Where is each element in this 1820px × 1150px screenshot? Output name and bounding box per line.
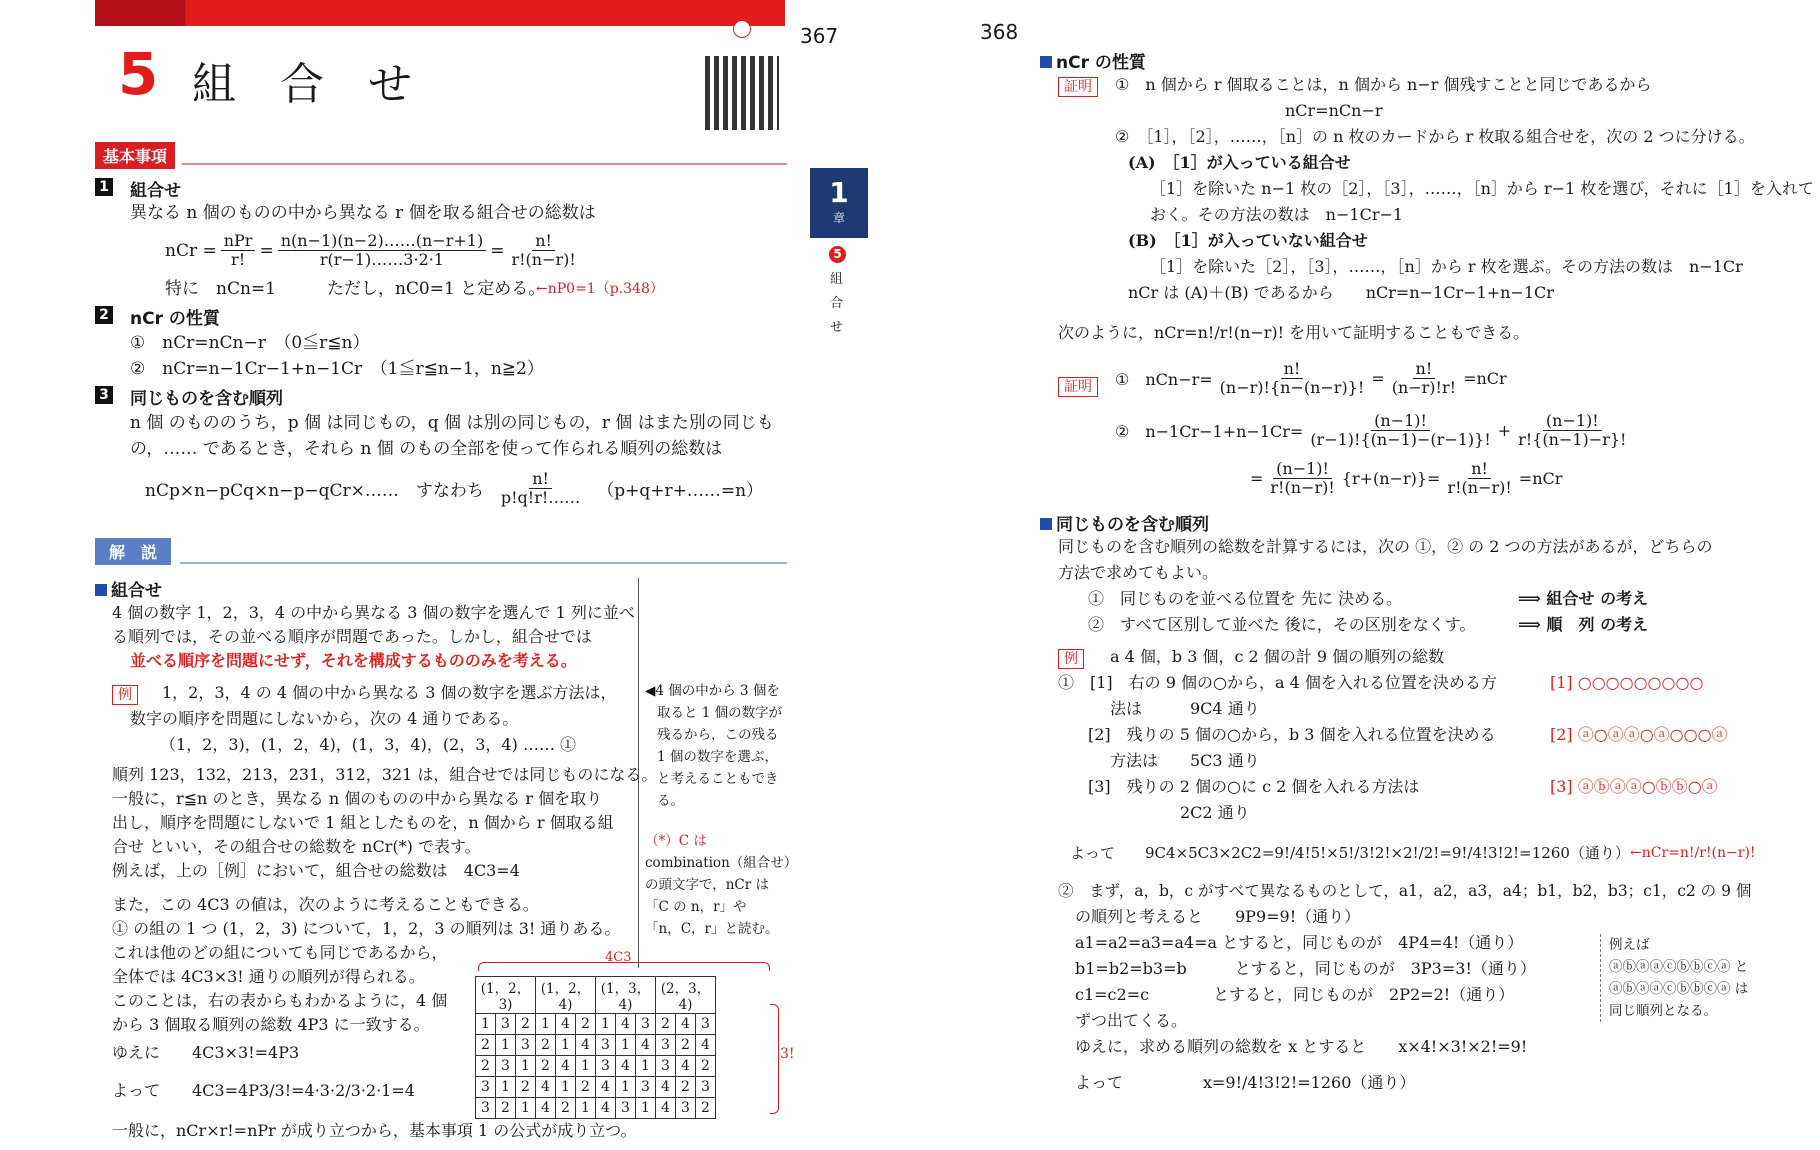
sec-same-head bbox=[1040, 510, 1209, 535]
mn2-l3: の頭文字で，nCr は bbox=[645, 877, 769, 893]
table-cell: 4 bbox=[616, 1014, 636, 1035]
proof-tag-1 bbox=[1058, 76, 1098, 97]
step-5: [3] 残りの 2 個の○に c 2 個を入れる方法は bbox=[1088, 777, 1420, 796]
table-cell: 1 bbox=[516, 1098, 536, 1119]
ncr-frac-1-num: nPr bbox=[221, 232, 256, 251]
chapter-title: 組 合 せ bbox=[192, 59, 412, 110]
table-cell: 3 bbox=[516, 1035, 536, 1056]
ex-line-3: （1，2，3)，(1，2，4)，(1，3，4)，(2，3，4) …… ① bbox=[160, 735, 577, 754]
sec3-frac-num: n! bbox=[529, 470, 552, 489]
sec3-line-2: の，…… であるとき，それら n 個 のもの全部を使って作られる順列の総数は bbox=[130, 439, 723, 459]
right-page bbox=[910, 0, 1820, 1150]
alt2-line-4: b1=b2=b3=b とすると，同じものが 3P3=3!（通り） bbox=[1075, 959, 1536, 978]
expl-line-1: 4 個の数字 1，2，3，4 の中から異なる 3 個の数字を選んで 1 列に並べ bbox=[112, 603, 635, 622]
table-top-brace bbox=[478, 962, 770, 971]
table-cell: 1 bbox=[516, 1056, 536, 1077]
table-row bbox=[476, 1035, 716, 1056]
step-4: 方法は 5C3 通り bbox=[1110, 751, 1260, 770]
table-cell: 1 bbox=[576, 1098, 596, 1119]
ncr-frac-3 bbox=[508, 232, 578, 269]
pl2-f2-den: r!{(n−1)−r}! bbox=[1518, 430, 1627, 449]
diagram-3: [3] ⓐⓑⓐⓐ○ⓑⓑ○ⓐ bbox=[1550, 777, 1718, 796]
table-cell: 3 bbox=[636, 1014, 656, 1035]
p2-line-2: (A) ［1］が入っている組合せ bbox=[1128, 153, 1351, 172]
proof2-line-3 bbox=[1250, 460, 1562, 497]
qr-code[interactable] bbox=[705, 56, 779, 130]
table-cell: 3 bbox=[696, 1014, 716, 1035]
method-1: ① 同じものを並べる位置を 先に 決める。 bbox=[1088, 589, 1403, 608]
ncr-frac-2-den: r(r−1)……3·2·1 bbox=[319, 250, 444, 269]
p2-line-5: (B) ［1］が入っていない組合せ bbox=[1128, 231, 1368, 250]
pl1-end: =nCr bbox=[1463, 369, 1507, 388]
sec3-frac bbox=[498, 470, 583, 507]
table-side-label: 3! bbox=[780, 1046, 795, 1062]
table-cell: 1 bbox=[556, 1035, 576, 1056]
body2-line-1: また，この 4C3 の値は，次のように考えることもできる。 bbox=[112, 895, 539, 914]
pl2-f2-num: (n−1)! bbox=[1543, 412, 1602, 431]
square-bullet-icon bbox=[95, 584, 107, 596]
table-cell: 4 bbox=[596, 1077, 616, 1098]
pl3-end: =nCr bbox=[1518, 469, 1563, 488]
table-cell: 3 bbox=[476, 1098, 496, 1119]
sec1-title: 組合せ bbox=[130, 181, 181, 201]
body-line-2: 一般に，r≦n のとき，異なる n 個のものの中から異なる r 個を取り bbox=[112, 789, 603, 808]
expl-tag: 解 説 bbox=[95, 538, 171, 565]
chapter-tab[interactable] bbox=[810, 168, 868, 238]
note-box bbox=[1600, 934, 1748, 1022]
table-cell: 3 bbox=[496, 1014, 516, 1035]
p1-line-1: ① n 個から r 個取ることは，n 個から n−r 個残すことと同じであるから bbox=[1115, 75, 1652, 94]
table-cell: 4 bbox=[696, 1035, 716, 1056]
p2-line-4: おく。その方法の数は n−1Cr−1 bbox=[1150, 205, 1404, 224]
expl-red-line: 並べる順序を問題にせず，それを構成するもののみを考える。 bbox=[130, 651, 577, 670]
table-cell: 4 bbox=[676, 1056, 696, 1077]
same-line-2: 方法で求めてもよい。 bbox=[1058, 563, 1219, 582]
body-line-4: 合せ といい，その組合せの総数を nCr(*) で表す。 bbox=[112, 837, 481, 856]
step-3: [2] 残りの 5 個の○から，b 3 個を入れる位置を決める bbox=[1088, 725, 1496, 744]
table-header-cell: (1，2，3) bbox=[476, 977, 536, 1014]
table-cell: 2 bbox=[476, 1056, 496, 1077]
result-1: よって 9C4×5C3×2C2=9!/4!5!×5!/3!2!×2!/2!=9!/4!3!2!=1260（通り） bbox=[1070, 844, 1630, 862]
table-cell: 3 bbox=[636, 1077, 656, 1098]
table-cell: 4 bbox=[596, 1098, 616, 1119]
sec3-formula-left: nCp×n−pCq×n−p−qCr×…… すなわち bbox=[145, 481, 484, 501]
pl2-plus: + bbox=[1497, 421, 1512, 440]
chapter-number: 5 bbox=[118, 40, 159, 108]
sec-ncr-text: nCr の性質 bbox=[1056, 53, 1146, 73]
pl3-a: = bbox=[1250, 469, 1264, 488]
section-rule bbox=[182, 163, 787, 165]
pl1-eq: = bbox=[1371, 369, 1385, 388]
ncr-frac-2-num: n(n−1)(n−2)……(n−r+1) bbox=[278, 232, 486, 251]
table-header-cell: (2，3，4) bbox=[656, 977, 716, 1014]
table-cell: 2 bbox=[696, 1098, 716, 1119]
p2-line-1: ② ［1］，［2］，……，［n］の n 枚のカードから r 枚取る組合せを，次の 2 つに分ける。 bbox=[1115, 127, 1755, 146]
pl1-f2-num: n! bbox=[1413, 360, 1436, 379]
table-cell: 1 bbox=[496, 1035, 516, 1056]
ncr-lhs: nCr = bbox=[165, 240, 217, 261]
table-cell: 2 bbox=[516, 1077, 536, 1098]
mn2-l2: combination（組合せ） bbox=[645, 855, 798, 871]
table-cell: 4 bbox=[536, 1077, 556, 1098]
sec2-item-2: ② nCr=n−1Cr−1+n−1Cr （1≦r≦n−1，n≧2） bbox=[130, 359, 544, 379]
permutation-table bbox=[475, 976, 716, 1119]
sec-same-text: 同じものを含む順列 bbox=[1056, 515, 1209, 535]
mn1-l4: 1 個の数字を選ぶ， bbox=[657, 749, 779, 765]
mn1-l5: と考えることもでき bbox=[657, 771, 779, 787]
table-cell: 4 bbox=[636, 1035, 656, 1056]
proof-tag-2 bbox=[1058, 376, 1098, 397]
ex-tag-right-box: 例 bbox=[1058, 649, 1084, 669]
table-cell: 1 bbox=[476, 1014, 496, 1035]
pl2-f1-den: (r−1)!{(n−1)−(r−1)}! bbox=[1310, 430, 1491, 449]
sec3-title: 同じものを含む順列 bbox=[130, 389, 283, 409]
sec2-item-1: ① nCr=nCn−r （0≦r≦n） bbox=[130, 333, 370, 353]
table-cell: 1 bbox=[616, 1035, 636, 1056]
method-1-arrow: ⟹ 組合せ の考え bbox=[1518, 589, 1649, 608]
table-cell: 4 bbox=[556, 1014, 576, 1035]
table-cell: 1 bbox=[636, 1056, 656, 1077]
table-cell: 1 bbox=[556, 1077, 576, 1098]
mn2-l1: （*）C は bbox=[645, 833, 707, 849]
margin-note-2 bbox=[645, 830, 797, 940]
p2-line-7: nCr は (A)＋(B) であるから nCr=n−1Cr−1+n−1Cr bbox=[1128, 283, 1554, 302]
ncr-eq-1: = bbox=[259, 240, 274, 261]
table-cell: 2 bbox=[656, 1014, 676, 1035]
table-cell: 4 bbox=[536, 1098, 556, 1119]
margin-note-1 bbox=[645, 680, 782, 812]
pl2-f1-num: (n−1)! bbox=[1371, 412, 1430, 431]
pl3-f1-den: r!(n−r)! bbox=[1270, 478, 1335, 497]
body-line-5: 例えば，上の［例］において，組合せの総数は 4C3=4 bbox=[112, 861, 520, 880]
note-l4: 同じ順列となる。 bbox=[1609, 1003, 1717, 1019]
table-header-cell: (1，3，4) bbox=[596, 977, 656, 1014]
expl-head-text: 組合せ bbox=[111, 581, 162, 601]
alt2-line-1: ② まず，a，b，c がすべて異なるものとして，a1，a2，a3，a4；b1，b2，b3；c1，c2 の 9 個 bbox=[1058, 882, 1752, 900]
sec-ncr-head bbox=[1040, 48, 1146, 73]
table-cell: 2 bbox=[536, 1035, 556, 1056]
diagram-2: [2] ⓐ○ⓐⓐ○ⓐ○○○ⓐ bbox=[1550, 725, 1728, 744]
ncr-frac-1 bbox=[221, 232, 256, 269]
pl3-frac-1 bbox=[1267, 460, 1337, 497]
expl-head bbox=[95, 576, 162, 601]
table-cell: 2 bbox=[556, 1098, 576, 1119]
alt2-line-8: よって x=9!/4!3!2!=1260（通り） bbox=[1075, 1073, 1416, 1092]
mn1-l3: 残るから，この残る bbox=[657, 727, 779, 743]
method-2-arrow: ⟹ 順 列 の考え bbox=[1518, 615, 1649, 634]
table-cell: 1 bbox=[576, 1056, 596, 1077]
ncr-frac-2 bbox=[278, 232, 486, 269]
step-2: 法は 9C4 通り bbox=[1110, 699, 1260, 718]
table-cell: 3 bbox=[656, 1056, 676, 1077]
table-header-row bbox=[476, 977, 716, 1014]
table-cell: 3 bbox=[676, 1098, 696, 1119]
alt2-line-3: a1=a2=a3=a4=a とすると，同じものが 4P4=4!（通り） bbox=[1075, 933, 1524, 952]
chapter-tab-sub-3: せ bbox=[830, 320, 844, 335]
table-cell: 4 bbox=[676, 1014, 696, 1035]
p2-line-3: ［1］を除いた n−1 枚の［2］，［3］，……，［n］から r−1 枚を選び，それに［1］を入れて bbox=[1150, 179, 1814, 198]
sec3-formula-right: （p+q+r+……=n） bbox=[597, 481, 764, 501]
mn1-l2: 取ると 1 個の数字が bbox=[657, 705, 783, 721]
table-cell: 2 bbox=[696, 1056, 716, 1077]
pl1-f1-num: n! bbox=[1281, 360, 1304, 379]
ex-tag-right bbox=[1058, 648, 1084, 669]
table-cell: 3 bbox=[496, 1056, 516, 1077]
table-top-label: 4C3 bbox=[605, 950, 632, 965]
alt2-line-7: ゆえに，求める順列の総数を x とすると x×4!×3!×2!=9! bbox=[1075, 1037, 1528, 1056]
table-cell: 3 bbox=[696, 1077, 716, 1098]
pl3-f2-den: r!(n−r)! bbox=[1447, 478, 1512, 497]
sec3-formula bbox=[145, 470, 763, 507]
chapter-tab-subnumber: 5 bbox=[829, 246, 846, 263]
pl1-f1-den: (n−r)!{n−(n−r)}! bbox=[1219, 378, 1365, 397]
table-side-brace bbox=[770, 1004, 779, 1114]
chapter-tab-sub-2: 合 bbox=[830, 296, 844, 311]
table-cell: 2 bbox=[516, 1014, 536, 1035]
pl1-f2-den: (n−r)!r! bbox=[1391, 378, 1457, 397]
sec3-frac-den: p!q!r!…… bbox=[500, 488, 581, 507]
ncr-eq-2: = bbox=[490, 240, 505, 261]
result-1-ref: ←nCr=n!/r!(n−r)! bbox=[1630, 845, 1756, 861]
ex-line-1: 1，2，3，4 の 4 個の中から異なる 3 個の数字を選ぶ方法は， bbox=[162, 683, 617, 702]
ex-tag bbox=[112, 684, 138, 705]
proof2-line-2 bbox=[1115, 412, 1629, 449]
ncr-formula bbox=[165, 232, 579, 269]
mn2-l5: 「n，C，r」と読む。 bbox=[645, 921, 779, 937]
body2-line-3: これは他のどの組についても同じであるから， bbox=[112, 943, 448, 962]
table-cell: 4 bbox=[616, 1056, 636, 1077]
body2-line-5: このことは，右の表からもわかるように，4 個 bbox=[112, 991, 448, 1010]
ncr-frac-3-num: n! bbox=[532, 232, 555, 251]
square-bullet-icon bbox=[1040, 56, 1052, 68]
note-l3: ⓐⓑⓐⓐⓒⓑⓑⓒⓐ は bbox=[1609, 981, 1749, 997]
table-cell: 2 bbox=[576, 1014, 596, 1035]
chapter-tab-sub-1: 組 bbox=[830, 272, 844, 287]
table-cell: 3 bbox=[596, 1056, 616, 1077]
step-6: 2C2 通り bbox=[1180, 803, 1250, 822]
table-cell: 3 bbox=[476, 1077, 496, 1098]
table-cell: 4 bbox=[656, 1098, 676, 1119]
proof2-line-1 bbox=[1115, 360, 1507, 397]
table-cell: 2 bbox=[476, 1035, 496, 1056]
body2-line-4: 全体では 4C3×3! 通りの順列が得られる。 bbox=[112, 967, 425, 986]
alt2-line-2: の順列と考えると 9P9=9!（通り） bbox=[1075, 907, 1361, 926]
chapter-tab-number: 1 bbox=[829, 176, 849, 209]
pl1-frac-2 bbox=[1389, 360, 1459, 397]
table-cell: 4 bbox=[556, 1056, 576, 1077]
table-cell: 3 bbox=[596, 1035, 616, 1056]
ncr-frac-3-den: r!(n−r)! bbox=[511, 250, 576, 269]
expl-line-2: る順列では，その並べる順序が問題であった。しかし，組合せでは bbox=[112, 627, 592, 646]
table-row bbox=[476, 1056, 716, 1077]
pl3-mid: {r+(n−r)}= bbox=[1341, 469, 1441, 488]
sec3-number: 3 bbox=[95, 386, 113, 404]
pl3-frac-2 bbox=[1444, 460, 1514, 497]
sec1-number: 1 bbox=[95, 178, 113, 196]
table-cell: 4 bbox=[576, 1035, 596, 1056]
note-l1: 例えば bbox=[1609, 937, 1650, 953]
body2-line-6: から 3 個取る順列の総数 4P3 に一致する。 bbox=[112, 1015, 430, 1034]
chapter-tab-label: 章 bbox=[832, 211, 845, 225]
sec1-text: 異なる n 個のものの中から異なる r 個を取る組合せの総数は bbox=[130, 203, 596, 223]
header-marker-icon bbox=[733, 20, 751, 38]
alt-line: 次のように，nCr=n!/r!(n−r)! を用いて証明することもできる。 bbox=[1058, 323, 1530, 342]
sec1-special-ref: ←nP0=1（p.348） bbox=[536, 281, 664, 297]
ex-line-2: 数字の順序を問題にしないから，次の 4 通りである。 bbox=[130, 709, 519, 728]
table-cell: 4 bbox=[656, 1077, 676, 1098]
ex-title: a 4 個，b 3 個，c 2 個の計 9 個の順列の総数 bbox=[1110, 647, 1445, 666]
table-row bbox=[476, 1098, 716, 1119]
proof-tag-1-box: 証明 bbox=[1058, 77, 1098, 97]
basic-items-tag: 基本事項 bbox=[95, 142, 175, 169]
step-1: ① [1] 右の 9 個の○から，a 4 個を入れる位置を決める方 bbox=[1058, 673, 1497, 692]
table-cell: 1 bbox=[616, 1077, 636, 1098]
chapter-header-bar bbox=[95, 0, 785, 26]
mn2-l4: 「C の n，r」や bbox=[645, 899, 747, 915]
alt2-line-6: ずつ出てくる。 bbox=[1075, 1011, 1188, 1030]
pl3-f1-num: (n−1)! bbox=[1273, 460, 1332, 479]
table-cell: 2 bbox=[676, 1035, 696, 1056]
sec3-line-1: n 個 のもののうち，p 個 は同じもの，q 個 は別の同じもの，r 個 はまた別の同じも bbox=[130, 413, 774, 433]
table-row bbox=[476, 1077, 716, 1098]
square-bullet-icon bbox=[1040, 518, 1052, 530]
page-number: 367 bbox=[800, 24, 839, 48]
alt2-line-5: c1=c2=c とすると，同じものが 2P2=2!（通り） bbox=[1075, 985, 1515, 1004]
table-cell: 3 bbox=[616, 1098, 636, 1119]
body2-line-7: ゆえに 4C3×3!=4P3 bbox=[112, 1043, 300, 1062]
sec2-title: nCr の性質 bbox=[130, 309, 220, 329]
mn1-l1: ◀4 個の中から 3 個を bbox=[645, 683, 780, 699]
body2-line-8: よって 4C3=4P3/3!=4·3·2/3·2·1=4 bbox=[112, 1081, 415, 1100]
table-cell: 2 bbox=[496, 1098, 516, 1119]
sec1-special: 特に nCn=1 ただし，nC0=1 と定める。 bbox=[165, 279, 546, 299]
pl1-frac-1 bbox=[1217, 360, 1368, 397]
table-cell: 2 bbox=[676, 1077, 696, 1098]
page-number: 368 bbox=[980, 20, 1019, 44]
p2-line-6: ［1］を除いた［2］，［3］，……，［n］から r 枚を選ぶ。その方法の数は n−1Cr bbox=[1150, 257, 1743, 276]
note-l2: ⓐⓑⓐⓐⓒⓑⓑⓒⓐ と bbox=[1609, 959, 1749, 975]
table-cell: 3 bbox=[656, 1035, 676, 1056]
pl3-f2-num: n! bbox=[1468, 460, 1491, 479]
proof-tag-2-box: 証明 bbox=[1058, 377, 1098, 397]
p1-line-2: nCr=nCn−r bbox=[1285, 101, 1383, 120]
table-cell: 1 bbox=[596, 1014, 616, 1035]
ex-tag-box: 例 bbox=[112, 685, 138, 705]
pl2-frac-2 bbox=[1515, 412, 1629, 449]
ncr-frac-1-den: r! bbox=[231, 250, 246, 269]
body2-line-2: ① の組の 1 つ (1，2，3) について，1，2，3 の順列は 3! 通りある。 bbox=[112, 919, 621, 938]
table-cell: 2 bbox=[536, 1056, 556, 1077]
table-cell: 2 bbox=[576, 1077, 596, 1098]
table-cell: 1 bbox=[536, 1014, 556, 1035]
pl1-a: ① nCn−r= bbox=[1115, 370, 1213, 389]
expl-rule bbox=[180, 562, 787, 564]
table-cell: 1 bbox=[636, 1098, 656, 1119]
same-line-1: 同じものを含む順列の総数を計算するには，次の ①，② の 2 つの方法があるが，どちらの bbox=[1058, 537, 1713, 556]
mn1-l6: る。 bbox=[657, 793, 684, 809]
pl2-a: ② n−1Cr−1+n−1Cr= bbox=[1115, 422, 1304, 441]
pl2-frac-1 bbox=[1307, 412, 1493, 449]
sec2-number: 2 bbox=[95, 306, 113, 324]
body-line-3: 出し，順序を問題にしないで 1 組としたものを，n 個から r 個取る組 bbox=[112, 813, 614, 832]
method-2: ② すべて区別して並べた 後に，その区別をなくす。 bbox=[1088, 615, 1476, 634]
final-line: 一般に，nCr×r!=nPr が成り立つから，基本事項 1 の公式が成り立つ。 bbox=[112, 1121, 637, 1140]
table-header-cell: (1，2，4) bbox=[536, 977, 596, 1014]
table-cell: 1 bbox=[496, 1077, 516, 1098]
table-row bbox=[476, 1014, 716, 1035]
body-line-1: 順列 123，132，213，231，312，321 は，組合せでは同じものになる。 bbox=[112, 765, 658, 784]
diagram-1: [1] ○○○○○○○○○ bbox=[1550, 673, 1704, 692]
